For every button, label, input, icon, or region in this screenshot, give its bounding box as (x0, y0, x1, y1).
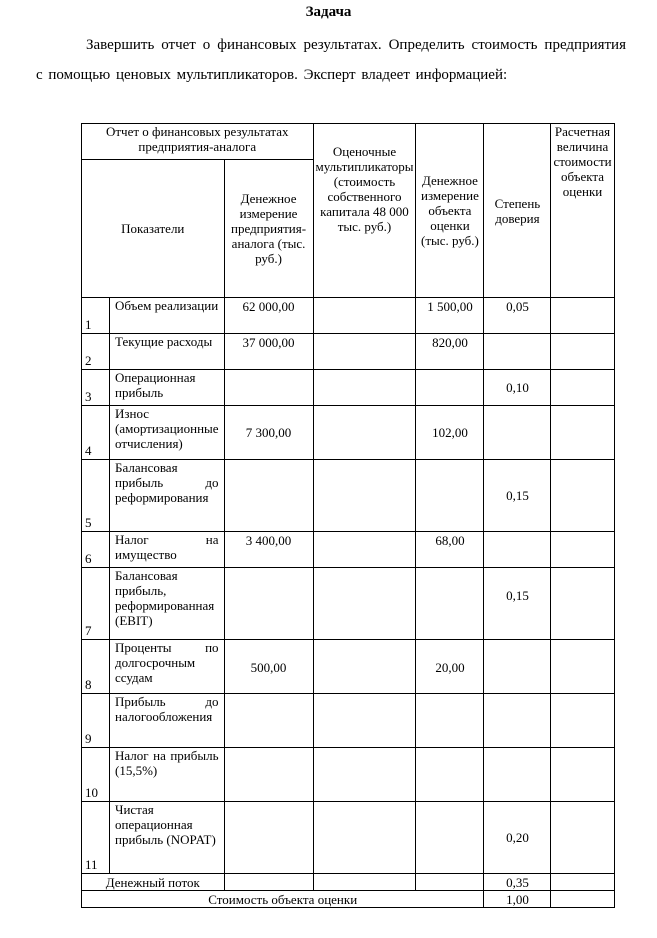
financial-results-table (81, 123, 615, 908)
row-multiplier (313, 406, 416, 460)
total-label: Стоимость объекта оценки (82, 891, 484, 908)
table-row (82, 748, 615, 802)
row-analog-value (224, 370, 313, 406)
row-confidence (484, 532, 551, 568)
row-multiplier (313, 298, 416, 334)
row-estimated (551, 568, 614, 640)
row-estimated (551, 460, 614, 532)
table-row (82, 298, 615, 334)
row-object-value: 20,00 (416, 640, 484, 694)
row-number: 4 (82, 406, 110, 460)
row-number: 7 (82, 568, 110, 640)
header-analog-money: Денежное измерение предприятия-аналога (тыс. руб.) (224, 160, 313, 298)
row-object-value (416, 802, 484, 874)
row-analog-value: 3 400,00 (224, 532, 313, 568)
row-confidence (484, 334, 551, 370)
row-indicator: Налог на прибыль (15,5%) (110, 748, 225, 802)
row-object-value (416, 748, 484, 802)
row-indicator: Балансовая прибыль до реформирования (110, 460, 225, 532)
row-number: 6 (82, 532, 110, 568)
row-multiplier (313, 694, 416, 748)
cash-flow-label: Денежный поток (82, 874, 225, 891)
table-row (82, 568, 615, 640)
row-multiplier (313, 460, 416, 532)
row-number: 5 (82, 460, 110, 532)
empty-cell (313, 874, 416, 891)
row-indicator: Текущие расходы (110, 334, 225, 370)
row-multiplier (313, 334, 416, 370)
row-multiplier (313, 568, 416, 640)
row-multiplier (313, 748, 416, 802)
row-multiplier (313, 640, 416, 694)
row-estimated (551, 802, 614, 874)
row-analog-value (224, 802, 313, 874)
empty-cell (551, 891, 614, 908)
row-indicator: Налог на имущество (110, 532, 225, 568)
row-indicator: Прибыль до налогообложения (110, 694, 225, 748)
table-row (82, 334, 615, 370)
task-description: Завершить отчет о финансовых результатах. Определить стоимость предприятия с помощью ценовых мультипликаторов. Эксперт владеет информацией: (36, 37, 626, 83)
row-estimated (551, 298, 614, 334)
row-confidence: 0,05 (484, 298, 551, 334)
row-number: 1 (82, 298, 110, 334)
row-confidence: 0,15 (484, 460, 551, 532)
row-confidence (484, 694, 551, 748)
empty-cell (551, 874, 614, 891)
row-confidence (484, 748, 551, 802)
row-indicator: Проценты по долгосрочным ссудам (110, 640, 225, 694)
row-estimated (551, 334, 614, 370)
row-analog-value (224, 748, 313, 802)
row-number: 8 (82, 640, 110, 694)
row-estimated (551, 694, 614, 748)
header-confidence: Степень доверия (484, 124, 551, 298)
row-analog-value (224, 460, 313, 532)
total-row (82, 891, 615, 908)
total-confidence: 1,00 (484, 891, 551, 908)
row-analog-value: 7 300,00 (224, 406, 313, 460)
row-indicator: Операционная прибыль (110, 370, 225, 406)
table-row (82, 694, 615, 748)
row-confidence (484, 406, 551, 460)
row-confidence: 0,10 (484, 370, 551, 406)
row-indicator: Износ (амортизационные отчисления) (110, 406, 225, 460)
row-multiplier (313, 532, 416, 568)
task-title: Задача (305, 4, 352, 20)
row-number: 2 (82, 334, 110, 370)
row-confidence (484, 640, 551, 694)
row-indicator: Чистая операционная прибыль (NOPAT) (110, 802, 225, 874)
cash-flow-row (82, 874, 615, 891)
row-object-value (416, 568, 484, 640)
row-estimated (551, 532, 614, 568)
row-estimated (551, 640, 614, 694)
row-multiplier (313, 370, 416, 406)
row-object-value: 820,00 (416, 334, 484, 370)
header-indicators: Показатели (82, 160, 225, 298)
empty-cell (416, 874, 484, 891)
empty-cell (224, 874, 313, 891)
header-report-group: Отчет о финансовых результатах предприятия-аналога (82, 124, 314, 160)
row-analog-value (224, 694, 313, 748)
row-analog-value: 500,00 (224, 640, 313, 694)
table-row (82, 370, 615, 406)
row-object-value (416, 694, 484, 748)
row-number: 11 (82, 802, 110, 874)
row-estimated (551, 748, 614, 802)
row-number: 9 (82, 694, 110, 748)
row-number: 10 (82, 748, 110, 802)
row-estimated (551, 406, 614, 460)
row-object-value (416, 370, 484, 406)
row-indicator: Балансовая прибыль, реформированная (EBIT) (110, 568, 225, 640)
row-analog-value (224, 568, 313, 640)
row-object-value (416, 460, 484, 532)
cash-flow-confidence: 0,35 (484, 874, 551, 891)
table-row (82, 460, 615, 532)
row-confidence: 0,20 (484, 802, 551, 874)
row-estimated (551, 370, 614, 406)
row-multiplier (313, 802, 416, 874)
header-estimated-value: Расчетная величина стоимости объекта оценки (551, 124, 614, 298)
table-row (82, 532, 615, 568)
row-object-value: 102,00 (416, 406, 484, 460)
row-indicator: Объем реализации (110, 298, 225, 334)
header-multipliers: Оценочные мультипликаторы (стоимость собственного капитала 48 000 тыс. руб.) (313, 124, 416, 298)
table-row (82, 640, 615, 694)
table-row (82, 802, 615, 874)
row-confidence: 0,15 (484, 568, 551, 640)
row-analog-value: 62 000,00 (224, 298, 313, 334)
row-object-value: 1 500,00 (416, 298, 484, 334)
row-analog-value: 37 000,00 (224, 334, 313, 370)
header-object-money: Денежное измерение объекта оценки (тыс. руб.) (416, 124, 484, 298)
table-row (82, 406, 615, 460)
row-object-value: 68,00 (416, 532, 484, 568)
row-number: 3 (82, 370, 110, 406)
